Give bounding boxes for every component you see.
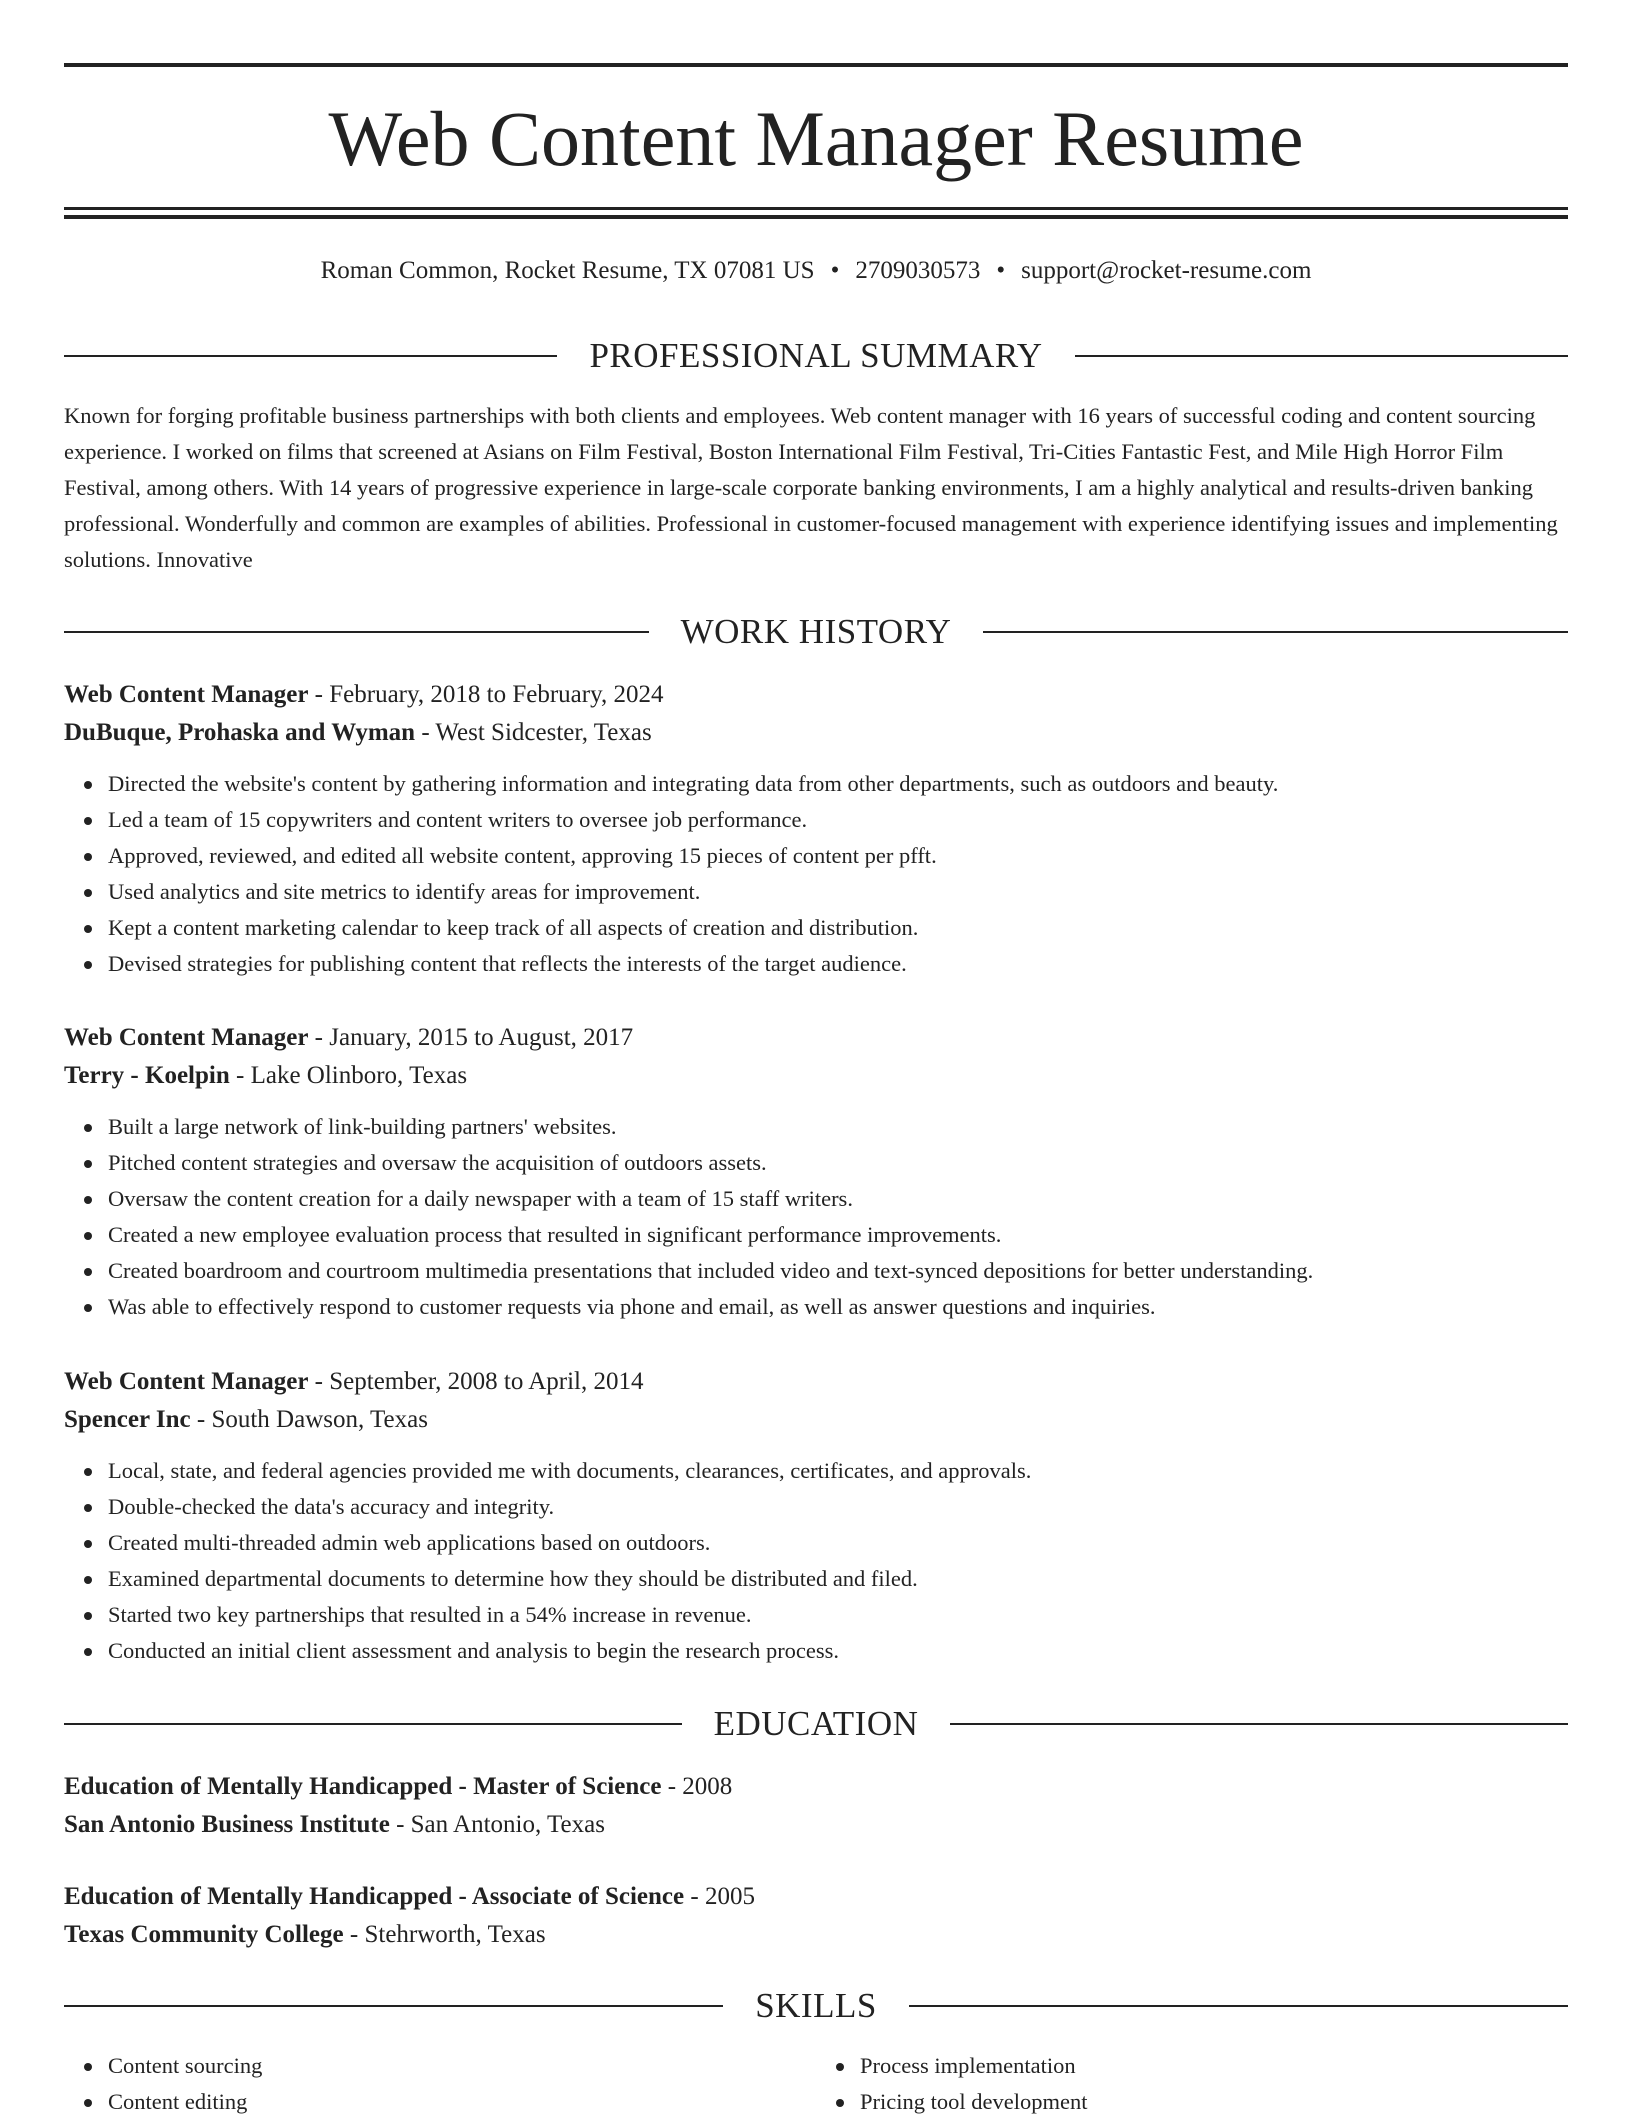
title-double-rule — [64, 207, 1568, 219]
section-header-work-history — [64, 610, 1568, 654]
job-title: Web Content Manager — [64, 1024, 309, 1051]
skills-list-left — [64, 2048, 816, 2120]
school-name: San Antonio Business Institute — [64, 1811, 390, 1838]
section-header-education — [64, 1702, 1568, 1746]
job-dates: - September, 2008 to April, 2014 — [308, 1368, 644, 1395]
degree-line — [64, 1768, 1568, 1806]
section-rule — [64, 2005, 723, 2007]
job-entry — [64, 1363, 1568, 1669]
degree-year: - 2008 — [661, 1773, 733, 1800]
school-line — [64, 1916, 1568, 1954]
contact-line — [64, 253, 1568, 289]
list-item: Started two key partnerships that resulted in a 54% increase in revenue. — [108, 1597, 1568, 1633]
job-duties-list — [64, 766, 1568, 982]
job-location: - Lake Olinboro, Texas — [229, 1062, 468, 1089]
job-company-line — [64, 1057, 1568, 1095]
job-entry — [64, 1019, 1568, 1325]
degree-line — [64, 1878, 1568, 1916]
list-item: Devised strategies for publishing content that reflects the interests of the target audience. — [108, 946, 1568, 982]
school-location: - Stehrworth, Texas — [343, 1921, 546, 1948]
list-item: Local, state, and federal agencies provided me with documents, clearances, certificates, and approvals. — [108, 1453, 1568, 1489]
section-header-skills — [64, 1984, 1568, 2028]
list-item: Kept a content marketing calendar to keep track of all aspects of creation and distribution. — [108, 910, 1568, 946]
section-title: PROFESSIONAL SUMMARY — [589, 336, 1043, 375]
list-item: Conducted an initial client assessment and analysis to begin the research process. — [108, 1633, 1568, 1669]
list-item: Double-checked the data's accuracy and integrity. — [108, 1489, 1568, 1525]
summary-paragraph: Known for forging profitable business partnerships with both clients and employees. Web content manager with 16 years of successful coding and content sourcing experience. I worked on films that screened at Asians on Film Festival, Boston International Film Festival, Tri-Cities Fantastic Fest, and Mile High Horror Film Festival, among others. With 14 years of progressive experience in large-scale corporate banking environments, I am a highly analytical and results-driven banking professional. Wonderfully and common are examples of abilities. Professional in customer-focused management with experience identifying issues and implementing solutions. Innovative — [64, 403, 1558, 572]
contact-separator: • — [830, 257, 840, 284]
list-item: Examined departmental documents to determine how they should be distributed and filed. — [108, 1561, 1568, 1597]
section-rule — [64, 631, 649, 633]
list-item: Created a new employee evaluation process that resulted in significant performance improvements. — [108, 1217, 1568, 1253]
section-title: EDUCATION — [713, 1704, 919, 1743]
job-title: Web Content Manager — [64, 681, 309, 708]
skills-columns — [64, 2048, 1568, 2120]
education-entry — [64, 1878, 1568, 1954]
section-header-summary — [64, 334, 1568, 378]
job-title-line — [64, 676, 1568, 714]
resume-title: Web Content Manager Resume — [328, 95, 1304, 182]
job-title: Web Content Manager — [64, 1368, 309, 1395]
contact-phone: 2709030573 — [855, 257, 981, 284]
school-name: Texas Community College — [64, 1921, 344, 1948]
section-rule — [64, 355, 557, 357]
job-dates: - January, 2015 to August, 2017 — [308, 1024, 634, 1051]
job-location: - West Sidcester, Texas — [415, 719, 652, 746]
list-item: Created multi-threaded admin web applications based on outdoors. — [108, 1525, 1568, 1561]
education-entry — [64, 1768, 1568, 1844]
list-item: Used analytics and site metrics to identify areas for improvement. — [108, 874, 1568, 910]
job-company: Terry - Koelpin — [64, 1062, 230, 1089]
job-company-line — [64, 1401, 1568, 1439]
job-company: DuBuque, Prohaska and Wyman — [64, 719, 416, 746]
school-location: - San Antonio, Texas — [389, 1811, 605, 1838]
list-item: Pitched content strategies and oversaw the acquisition of outdoors assets. — [108, 1145, 1568, 1181]
section-title: WORK HISTORY — [680, 612, 952, 651]
list-item: Oversaw the content creation for a daily newspaper with a team of 15 staff writers. — [108, 1181, 1568, 1217]
contact-address: Roman Common, Rocket Resume, TX 07081 US — [320, 257, 815, 284]
skill-item: Process implementation — [860, 2048, 1568, 2084]
skill-item: Pricing tool development — [860, 2084, 1568, 2120]
top-rule — [64, 63, 1568, 67]
skill-item: Content sourcing — [108, 2048, 816, 2084]
list-item: Approved, reviewed, and edited all website content, approving 15 pieces of content per pfft. — [108, 838, 1568, 874]
job-entry — [64, 676, 1568, 982]
degree-year: - 2005 — [684, 1883, 755, 1910]
section-title: SKILLS — [755, 1986, 877, 2025]
school-line — [64, 1806, 1568, 1844]
contact-separator: • — [996, 257, 1006, 284]
list-item: Directed the website's content by gathering information and integrating data from other departments, such as outdoors and beauty. — [108, 766, 1568, 802]
job-duties-list — [64, 1453, 1568, 1669]
contact-email: support@rocket-resume.com — [1021, 257, 1312, 284]
section-rule — [983, 631, 1568, 633]
skill-item: Content editing — [108, 2084, 816, 2120]
list-item: Was able to effectively respond to customer requests via phone and email, as well as answer questions and inquiries. — [108, 1289, 1568, 1325]
job-title-line — [64, 1019, 1568, 1057]
job-location: - South Dawson, Texas — [190, 1406, 428, 1433]
job-company-line — [64, 714, 1568, 752]
section-rule — [64, 1723, 682, 1725]
degree-name: Education of Mentally Handicapped - Master of Science — [64, 1773, 662, 1800]
degree-name: Education of Mentally Handicapped - Associate of Science — [64, 1883, 685, 1910]
section-rule — [909, 2005, 1568, 2007]
skills-list-right — [816, 2048, 1568, 2120]
section-rule — [950, 1723, 1568, 1725]
section-rule — [1075, 355, 1568, 357]
list-item: Built a large network of link-building partners' websites. — [108, 1109, 1568, 1145]
job-duties-list — [64, 1109, 1568, 1325]
job-dates: - February, 2018 to February, 2024 — [308, 681, 664, 708]
job-company: Spencer Inc — [64, 1406, 191, 1433]
job-title-line — [64, 1363, 1568, 1401]
list-item: Led a team of 15 copywriters and content writers to oversee job performance. — [108, 802, 1568, 838]
list-item: Created boardroom and courtroom multimedia presentations that included video and text-synced depositions for better understanding. — [108, 1253, 1568, 1289]
